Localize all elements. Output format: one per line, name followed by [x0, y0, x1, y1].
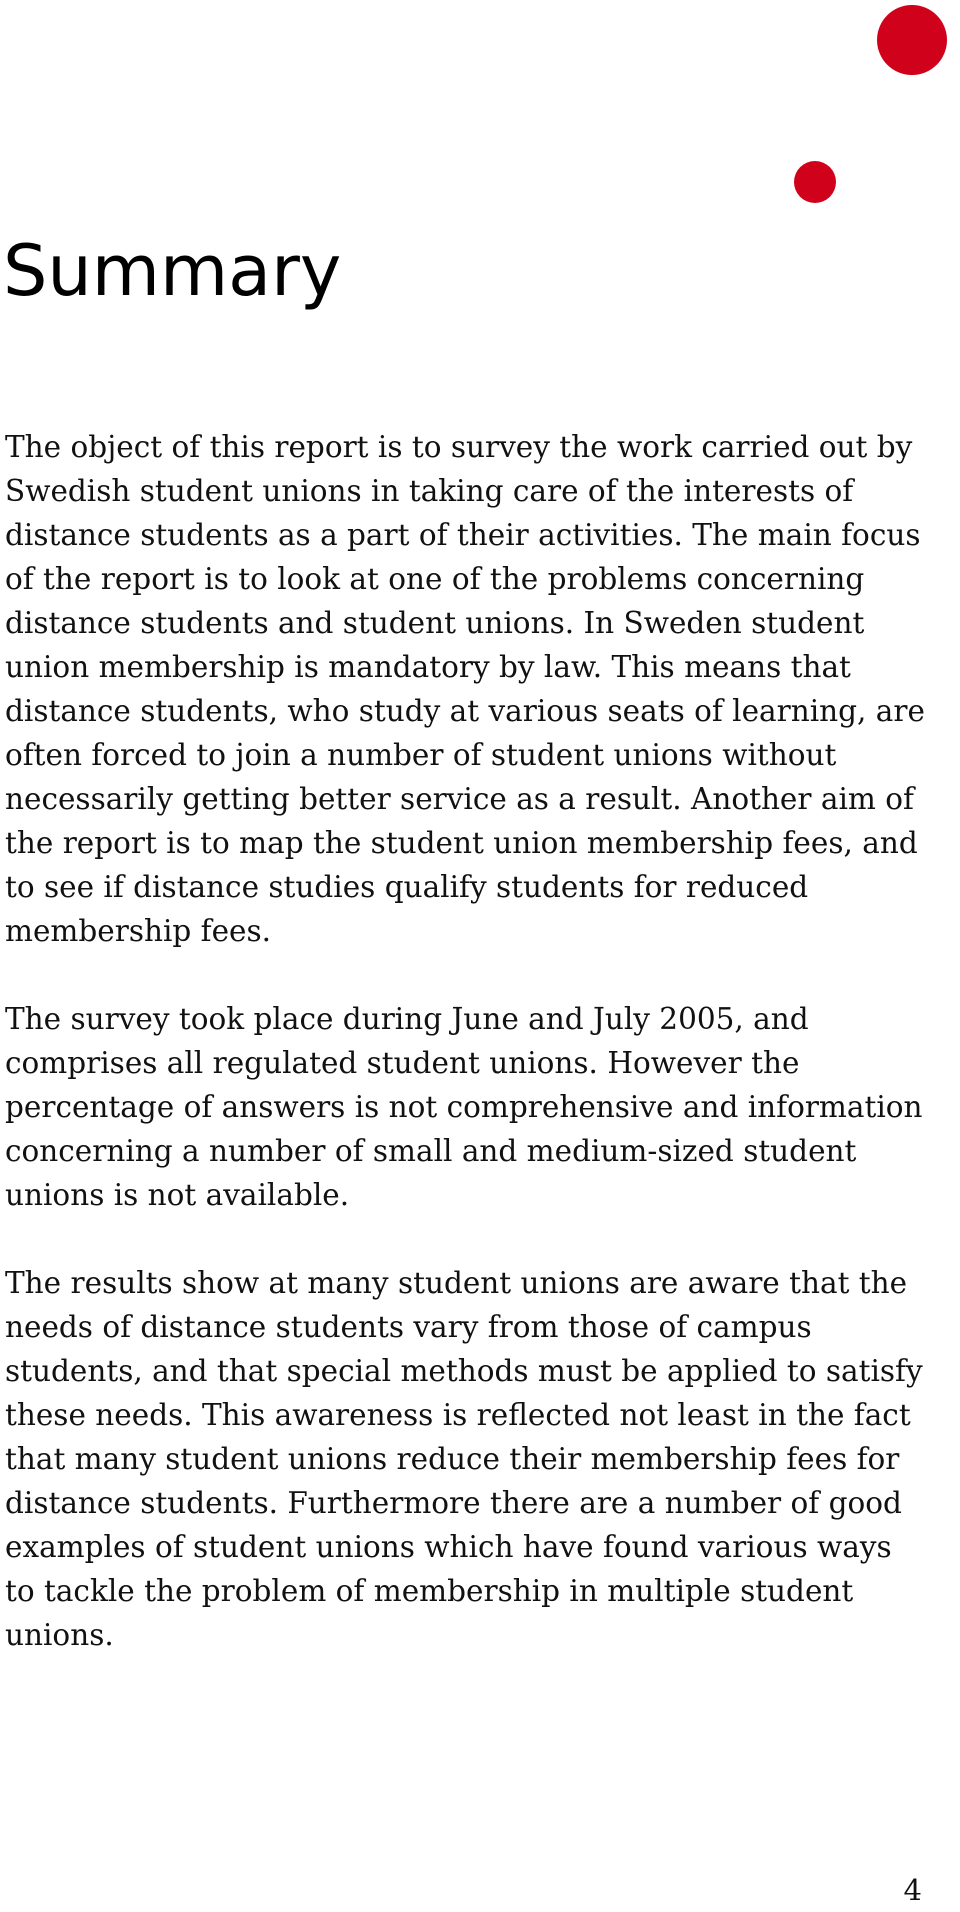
- text-line: of the report is to look at one of the problems concerning: [5, 562, 865, 596]
- text-line: concerning a number of small and medium-sized student: [5, 1134, 857, 1168]
- text-line: unions is not available.: [5, 1178, 350, 1212]
- text-line: membership fees.: [5, 914, 272, 948]
- text-line: distance students, who study at various seats of learning, are: [5, 694, 925, 728]
- page-title: Summary: [3, 230, 342, 312]
- text-line: often forced to join a number of student unions without: [5, 738, 837, 772]
- text-line: these needs. This awareness is reflected not least in the fact: [5, 1398, 911, 1432]
- text-line: unions.: [5, 1618, 114, 1652]
- text-line: the report is to map the student union membership fees, and: [5, 826, 918, 860]
- text-line: percentage of answers is not comprehensive and information: [5, 1090, 923, 1124]
- paragraph-3: [5, 1261, 945, 1657]
- text-line: Swedish student unions in taking care of the interests of: [5, 474, 854, 508]
- summary-body: [5, 425, 945, 1701]
- text-line: The results show at many student unions are aware that the: [5, 1266, 908, 1300]
- text-line: distance students and student unions. In Sweden student: [5, 606, 865, 640]
- text-line: to tackle the problem of membership in multiple student: [5, 1574, 854, 1608]
- text-line: that many student unions reduce their membership fees for: [5, 1442, 900, 1476]
- text-line: distance students. Furthermore there are a number of good: [5, 1486, 902, 1520]
- text-line: The survey took place during June and July 2005, and: [5, 1002, 809, 1036]
- paragraph-1: [5, 425, 945, 953]
- text-line: distance students as a part of their activities. The main focus: [5, 518, 921, 552]
- text-line: The object of this report is to survey the work carried out by: [5, 430, 913, 464]
- text-line: students, and that special methods must be applied to satisfy: [5, 1354, 923, 1388]
- text-line: examples of student unions which have found various ways: [5, 1530, 892, 1564]
- text-line: union membership is mandatory by law. This means that: [5, 650, 851, 684]
- decorative-red-dot-large: [877, 5, 947, 75]
- paragraph-2: [5, 997, 945, 1217]
- text-line: comprises all regulated student unions. However the: [5, 1046, 800, 1080]
- page-number: 4: [903, 1873, 922, 1907]
- text-line: needs of distance students vary from those of campus: [5, 1310, 812, 1344]
- text-line: to see if distance studies qualify students for reduced: [5, 870, 809, 904]
- decorative-red-dot-small: [794, 161, 836, 203]
- text-line: necessarily getting better service as a result. Another aim of: [5, 782, 914, 816]
